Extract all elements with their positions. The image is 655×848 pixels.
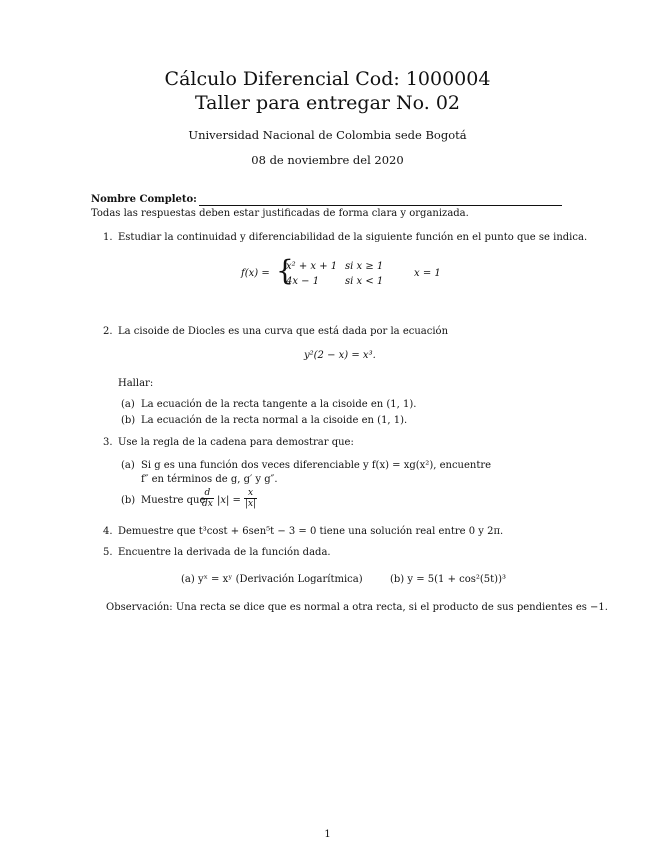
q3-b-absx: |x| [245,499,257,509]
instructions-text: Todas las respuestas deben estar justificadas de forma clara y organizada. [91,208,469,219]
q2-number: 2. [103,326,113,337]
date-line: 08 de noviembre del 2020 [251,153,404,167]
assignment-title: Taller para entregar No. 02 [194,92,461,114]
q1-case1-cond: si x ≥ 1 [345,261,384,272]
q1-case1-expr: x² + x + 1 [286,261,338,272]
q1-text: Estudiar la continuidad y diferenciabilidad de la siguiente función en el punto que se indica. [118,232,588,243]
q5-part-b: (b) y = 5(1 + cos²(5t))³ [390,574,506,585]
q1-number: 1. [103,232,113,243]
q5-number: 5. [103,547,113,558]
name-label: Nombre Completo: [91,194,197,205]
q3-b-dx: dx [202,499,213,509]
q2-b-label: (b) [121,415,136,426]
q3-number: 3. [103,437,113,448]
q4-number: 4. [103,526,113,537]
q2-text: La cisoide de Diocles es una curva que está dada por la ecuación [118,326,449,337]
q1-point: x = 1 [414,268,441,279]
q3-text: Use la regla de la cadena para demostrar que: [118,437,354,448]
q3-a-label: (a) [121,460,135,471]
q2-b-text: La ecuación de la recta normal a la cisoide en (1, 1). [141,415,408,426]
university-name: Universidad Nacional de Colombia sede Bogotá [188,128,467,142]
q1-brace: { [276,254,294,287]
q3-b-d: d [201,488,214,499]
q3-b-prefix: Muestre que [141,495,206,506]
q3-b-derivative-fraction [201,488,214,509]
q2-a-label: (a) [121,399,135,410]
q3-b-label: (b) [121,495,136,506]
q3-b-x: x [244,488,257,499]
q4-text: Demuestre que t³cost + 6sen⁵t − 3 = 0 tiene una solución real entre 0 y 2π. [118,526,504,537]
q2-hallar: Hallar: [118,378,154,389]
q1-case2-cond: si x < 1 [345,276,384,287]
q3-a-text: Si g es una función dos veces diferenciable y f(x) = xg(x²), encuentre [141,460,492,471]
observation-note: Observación: Una recta se dice que es normal a otra recta, si el producto de sus pendientes es −1. [106,602,608,613]
q3-b-abs: |x| = [217,495,241,506]
course-title: Cálculo Diferencial Cod: 1000004 [164,68,491,90]
q3-b-result-fraction [244,488,257,509]
q2-equation: y²(2 − x) = x³. [304,350,376,361]
q1-case2-expr: 4x − 1 [286,276,320,287]
q5-text: Encuentre la derivada de la función dada. [118,547,331,558]
q5-part-a: (a) yˣ = xʸ (Derivación Logarítmica) [181,574,363,585]
q2-a-text: La ecuación de la recta tangente a la cisoide en (1, 1). [141,399,417,410]
q1-fx: f(x) = [241,268,270,279]
page-number: 1 [324,829,331,840]
name-field-line[interactable] [199,205,562,206]
q3-a-text2: f″ en términos de g, g′ y g″. [141,474,278,485]
